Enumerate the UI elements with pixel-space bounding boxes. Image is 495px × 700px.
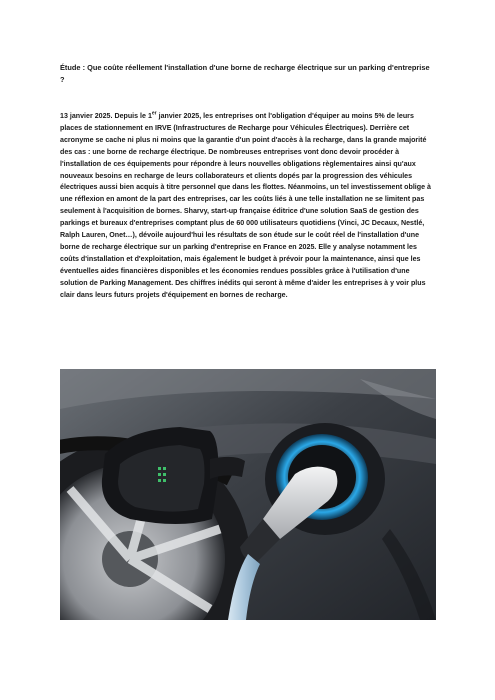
document-paragraph: [60, 111, 437, 302]
paragraph-superscript: er: [151, 110, 157, 117]
paragraph-body: janvier 2025, les entreprises ont l'obligation d'équiper au moins 5% de leurs places de stationnement en IRVE (Infrastructures de Recharge pour Véhicules Électriques). Derrière cet acronyme se cache ni plus ni moins que la garantie d'un point d'accès à la recharge, dans la grande majorité des cas : une borne de recharge électrique. De nombreuses entreprises vont donc devoir procéder à l'installation de ces équipements pour répondre à leurs nouvelles obligations règlementaires ainsi qu'aux nouveaux besoins en recharge de leurs collaborateurs et clients dopés par la progression des véhicules électriques aussi bien acquis à titre personnel que dans les flottes. Néanmoins, un tel investissement oblige à une réflexion en amont de la part des entreprises, car les coûts liés à une telle installation ne se limitent pas seulement à l'acquisition de bornes. Sharvy, start-up française éditrice d'une solution SaaS de gestion des parkings et bureaux d'entreprises comptant plus de 60 000 utilisateurs quotidiens (Vinci, JC Decaux, Nestlé, Ralph Lauren, Onet…), dévoile aujourd'hui les résultats de son étude sur le coût réel de l'installation d'une borne de recharge électrique sur un parking d'entreprise en France en 2025. Elle y analyse notamment les coûts d'installation et d'exploitation, mais également le budget à prévoir pour la maintenance, ainsi que les éventuelles aides financières disponibles et les économies rendues possibles grâce à l'utilisation d'une solution de Parking Management. Des chiffres inédits qui seront à même d'aider les entreprises à y voir plus clair dans leurs futurs projets d'équipement en bornes de recharge.: [60, 112, 431, 299]
paragraph-date: 13 janvier 2025.: [60, 112, 113, 120]
ev-charging-photo: [60, 369, 436, 620]
document-title: Étude : Que coûte réellement l'installation d'une borne de recharge électrique sur un parking d'entreprise ?: [60, 63, 430, 84]
ev-charging-plug-icon: [60, 369, 436, 620]
paragraph-intro: Depuis le 1: [112, 112, 152, 120]
